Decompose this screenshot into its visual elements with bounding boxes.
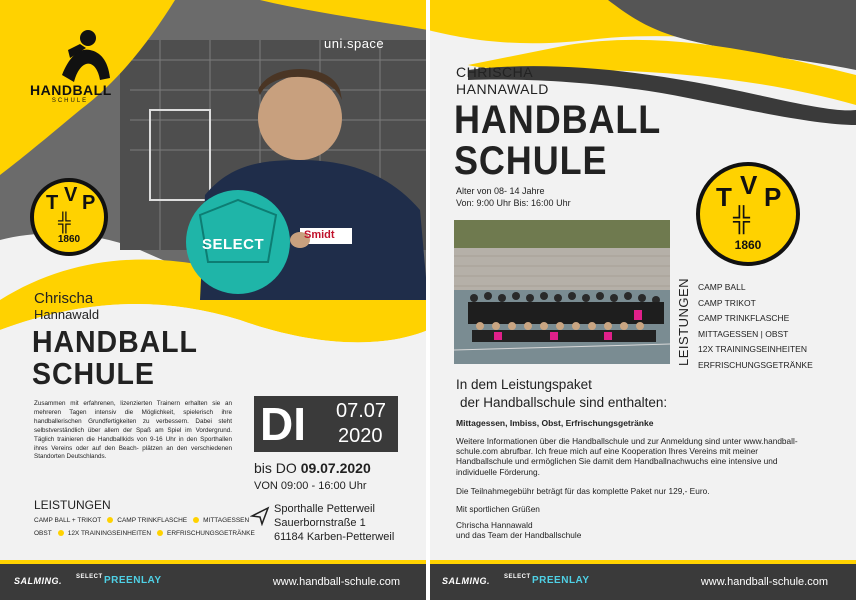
coach-last-name: Hannawald (34, 307, 100, 322)
shirt-sponsor-text: Smidt (304, 229, 335, 241)
tvp-logo: T V P ╬ 1860 (696, 162, 800, 266)
coach-last-name: HANNAWALD (456, 81, 549, 97)
page-gutter (426, 0, 430, 600)
page-title-line1: HANDBALL (32, 324, 198, 359)
time-range: VON 09:00 - 16:00 Uhr (254, 480, 367, 492)
fee-text: Die Teilnahmegebühr beträgt für das komplette Paket nur 129,- Euro. (456, 486, 710, 496)
front-footer (0, 564, 428, 600)
coach-head (258, 76, 342, 160)
handball-logo-text: HANDBALL (30, 82, 112, 98)
flyer-back (428, 0, 856, 600)
bullet-icon (193, 517, 199, 523)
leistungen-list (698, 280, 813, 374)
signature-team: und das Team der Handballschule (456, 530, 582, 540)
info-text: Weitere Informationen über die Handballschule und zur Anmeldung sind unter www.handball-schule.com abrufbar. Ich freue mich auf eine Kooperation Ihres Vereins mit meiner Handballschule und ermöglichen Sie damit dem Handballnachwuchs eine intensive und individuelle Förderung. (456, 436, 798, 477)
age-range: Alter von 08- 14 Jahre (456, 186, 545, 196)
handball-logo-subtext: SCHULE (51, 98, 89, 104)
tvp-cross-icon: ╬ (58, 212, 71, 232)
end-date: bis DO 09.07.2020 (254, 460, 371, 476)
start-date: 07.07 (336, 400, 387, 422)
greeting-text: Mit sportlichen Grüßen (456, 504, 540, 514)
team-photo (454, 220, 670, 364)
list-item: CAMP TRIKOT (698, 297, 756, 308)
handball-logo (30, 82, 110, 104)
select-brand: SELECT (76, 574, 103, 580)
list-item: CAMP TRINKFLASCHE (698, 313, 790, 324)
list-item: MITTAGESSEN | OBST (698, 328, 789, 339)
salming-brand: SALMING. (14, 576, 62, 586)
page-title-line2: SCHULE (454, 139, 608, 183)
description-text: Zusammen mit erfahrenen, lizenzierten Trainern erhalten sie an mehreren Tagen intensiv die Möglichkeit, spielerisch ihre handballerischen Grundfertigkeiten zu verbessern. Dabei steht selbstverständlich über allem der Spaß am Spiel im Vordergrund. Täglich trainieren die Handballkids von 9-16 Uhr in den Sporthallen ihres Vereins oder auf den Beach- plätzen an den verschiedenen Standorten Deutschlands. (34, 400, 232, 461)
location-city: 61184 Karben-Petterweil (274, 531, 395, 543)
uni-space-brand: uni.space (324, 36, 385, 51)
package-items: Mittagessen, Imbiss, Obst, Erfrischungsgetränke (456, 418, 654, 428)
list-item: ERFRISCHUNGSGETRÄNKE (698, 359, 813, 370)
location-name: Sporthalle Petterweil (274, 503, 375, 515)
list-item: 12X TRAININGSEINHEITEN (698, 344, 807, 355)
leistungen-vertical-label: LEISTUNGEN (676, 277, 691, 366)
tvp-cross-icon: ╬ (733, 206, 751, 233)
tvp-logo: T V P ╬ 1860 (30, 178, 108, 256)
start-year: 2020 (338, 425, 383, 447)
leistungen-heading: LEISTUNGEN (34, 498, 111, 512)
website-link[interactable]: www.handball-schule.com (700, 576, 828, 588)
day-label: DI (260, 398, 306, 450)
salming-brand: SALMING. (442, 576, 490, 586)
coach-first-name: Chrischa (34, 290, 94, 307)
preenlay-brand: PREENLAY (532, 575, 590, 586)
team-photo-image (454, 220, 670, 364)
bullet-icon (107, 517, 113, 523)
ball-brand-text: SELECT (202, 236, 265, 253)
select-brand: SELECT (504, 574, 531, 580)
time-range: Von: 9:00 Uhr Bis: 16:00 Uhr (456, 198, 571, 208)
page-title-line1: HANDBALL (454, 98, 662, 142)
package-heading: In dem Leistungspaket der Handballschule sind enthalten: (456, 377, 668, 410)
location-street: Sauerbornstraße 1 (274, 517, 366, 529)
date-box (254, 396, 398, 452)
leistungen-row1: CAMP BALL + TRIKOT CAMP TRINKFLASCHE MITTAGESSEN (34, 517, 250, 524)
page-title-line2: SCHULE (32, 356, 155, 391)
bullet-icon (157, 530, 163, 536)
location-pin-icon (250, 506, 270, 531)
leistungen-row2: OBST 12X TRAININGSEINHEITEN ERFRISCHUNGSGETRÄNKE (34, 530, 255, 537)
coach-first-name: CHRISCHA (456, 64, 534, 80)
website-link[interactable]: www.handball-schule.com (272, 576, 400, 588)
bullet-icon (58, 530, 64, 536)
signature-name: Chrischa Hannawald (456, 520, 533, 530)
back-footer (428, 564, 856, 600)
list-item: CAMP BALL (698, 282, 746, 292)
preenlay-brand: PREENLAY (104, 575, 162, 586)
